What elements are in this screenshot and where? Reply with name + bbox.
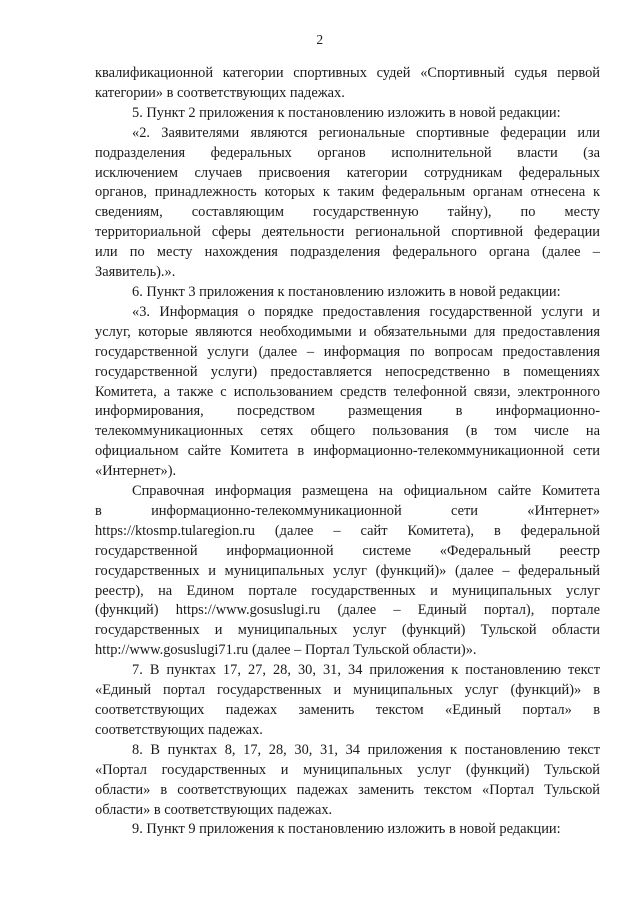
text-line: государственной услуги (далее – информация по вопросам предоставления bbox=[95, 343, 600, 360]
text-line: квалификационной категории спортивных судей «Спортивный судья первой bbox=[95, 65, 600, 81]
text-line: 5. Пункт 2 приложения к постановлению изложить в новой редакции: bbox=[132, 104, 561, 121]
text-line: исключением случаев присвоения категории сотрудникам федеральных bbox=[95, 164, 600, 181]
paragraph-p7 bbox=[95, 741, 600, 821]
text-line: Справочная информация размещена на официальном сайте Комитета bbox=[132, 483, 600, 500]
text-line: Заявитель).». bbox=[95, 264, 176, 281]
text-line: подразделения федеральных органов исполнительной власти (за bbox=[95, 144, 600, 161]
text-line: в информационно-телекоммуникационной сети «Интернет» bbox=[95, 502, 600, 519]
text-line: сведениям, составляющим государственную тайну), по месту bbox=[95, 204, 600, 221]
text-line: «Портал государственных и муниципальных услуг (функций) Тульской bbox=[95, 761, 600, 778]
page-number: 2 bbox=[316, 32, 324, 47]
text-line: 7. В пунктах 17, 27, 28, 30, 31, 34 приложения к постановлению текст bbox=[132, 662, 600, 679]
text-line: услуг, которые являются необходимыми и обязательными для предоставления bbox=[95, 323, 600, 340]
text-line: государственных и муниципальных услуг (функций) Тульской области bbox=[95, 622, 600, 639]
paragraph-p5 bbox=[95, 482, 600, 661]
text-line: Комитета, а также с использованием средств телефонной связи, электронного bbox=[95, 383, 600, 400]
paragraph-p3 bbox=[95, 283, 600, 303]
text-line: соответствующих падежах. bbox=[95, 721, 263, 738]
text-line: телекоммуникационных сетях общего пользования (в том числе на bbox=[95, 423, 600, 440]
text-line: территориальной сферы деятельности региональной спортивной федерации bbox=[95, 224, 600, 241]
paragraph-p1 bbox=[95, 104, 600, 124]
text-line: реестр), на Едином портале государственных и муниципальных услуг bbox=[95, 582, 600, 599]
text-line: информирования, посредством размещения в информационно- bbox=[95, 403, 600, 420]
text-line: 9. Пункт 9 приложения к постановлению изложить в новой редакции: bbox=[132, 821, 561, 838]
text-line: государственных и муниципальных услуг (функций)» (далее – федеральный bbox=[95, 562, 600, 579]
paragraph-p0 bbox=[95, 64, 600, 104]
paragraph-p6 bbox=[95, 661, 600, 741]
text-line: https://ktosmp.tularegion.ru (далее – сайт Комитета), в федеральной bbox=[95, 522, 600, 539]
text-line: (функций) https://www.gosuslugi.ru (далее – Единый портал), портале bbox=[95, 602, 600, 619]
text-line: 6. Пункт 3 приложения к постановлению изложить в новой редакции: bbox=[132, 283, 561, 300]
text-line: «3. Информация о порядке предоставления государственной услуги и bbox=[132, 303, 600, 320]
text-line: государственной услуги) предоставляется непосредственно в помещениях bbox=[95, 363, 600, 380]
document-body bbox=[95, 64, 600, 840]
text-line: соответствующих падежах заменить текстом «Единый портал» в bbox=[95, 702, 600, 718]
text-line: или по месту нахождения подразделения федерального органа (далее – bbox=[95, 244, 600, 261]
text-line: области» в соответствующих падежах. bbox=[95, 801, 333, 818]
text-line: 8. В пунктах 8, 17, 28, 30, 31, 34 приложения к постановлению текст bbox=[132, 741, 600, 758]
paragraph-p2 bbox=[95, 124, 600, 283]
text-line: области» в соответствующих падежах заменить текстом «Портал Тульской bbox=[95, 781, 600, 798]
text-line: официальном сайте Комитета в информационно-телекоммуникационной сети bbox=[95, 443, 600, 460]
text-line: государственной информационной системе «Федеральный реестр bbox=[95, 542, 600, 559]
text-line: «Интернет»). bbox=[95, 463, 177, 480]
text-line: «Единый портал государственных и муниципальных услуг (функций)» в bbox=[95, 682, 600, 699]
text-line: «2. Заявителями являются региональные спортивные федерации или bbox=[132, 124, 600, 141]
text-line: органов, принадлежность которых к таким федеральным органам отнесена к bbox=[95, 184, 600, 201]
paragraph-p4 bbox=[95, 303, 600, 482]
text-line: категории» в соответствующих падежах. bbox=[95, 84, 345, 101]
paragraph-p8 bbox=[95, 820, 600, 840]
text-line: http://www.gosuslugi71.ru (далее – Портал Тульской области)». bbox=[95, 642, 477, 659]
